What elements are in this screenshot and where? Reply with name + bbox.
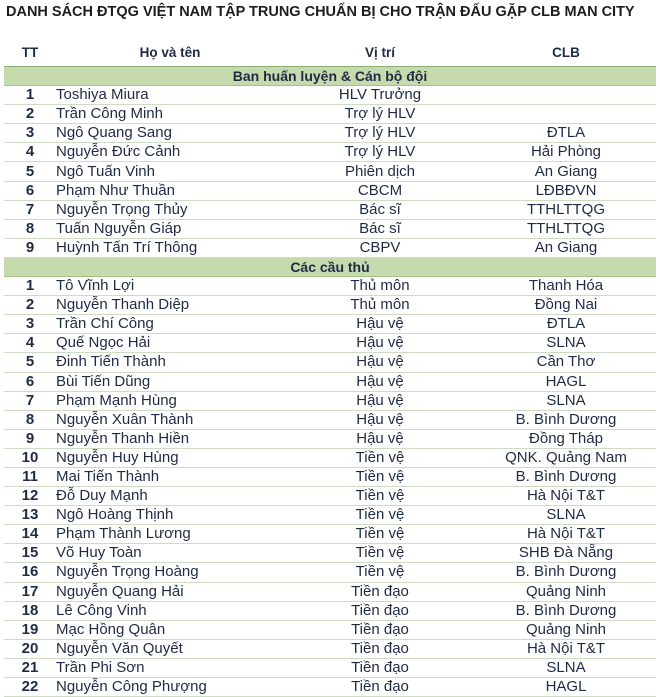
cell-tt: 10 (4, 448, 56, 467)
cell-name: Nguyễn Công Phượng (56, 678, 284, 697)
cell-role: Tiền đạo (284, 658, 476, 677)
table-row (4, 410, 656, 429)
cell-club: SLNA (476, 506, 656, 525)
cell-role: CBPV (284, 238, 476, 257)
cell-name: Nguyễn Trọng Hoàng (56, 563, 284, 582)
cell-name: Trần Chí Công (56, 315, 284, 334)
cell-role: Tiền đạo (284, 639, 476, 658)
section-label-players: Các cầu thủ (4, 257, 656, 276)
table-row (4, 544, 656, 563)
header-name: Họ và tên (56, 38, 284, 67)
cell-club: Đồng Tháp (476, 429, 656, 448)
table-row (4, 277, 656, 296)
table-row (4, 467, 656, 486)
cell-tt: 18 (4, 601, 56, 620)
cell-role: Tiền đạo (284, 601, 476, 620)
table-row (4, 372, 656, 391)
table-row (4, 86, 656, 105)
cell-name: Đỗ Duy Mạnh (56, 487, 284, 506)
cell-tt: 19 (4, 620, 56, 639)
table-row (4, 334, 656, 353)
cell-role: Phiên dịch (284, 162, 476, 181)
cell-club: SLNA (476, 658, 656, 677)
cell-club: LĐBĐVN (476, 181, 656, 200)
cell-tt: 11 (4, 467, 56, 486)
cell-name: Ngô Tuấn Vinh (56, 162, 284, 181)
cell-tt: 7 (4, 200, 56, 219)
cell-tt: 17 (4, 582, 56, 601)
cell-role: Tiền vệ (284, 448, 476, 467)
table-row (4, 582, 656, 601)
cell-club: ĐTLA (476, 315, 656, 334)
table-row (4, 506, 656, 525)
cell-tt: 9 (4, 429, 56, 448)
cell-role: Bác sĩ (284, 219, 476, 238)
cell-tt: 16 (4, 563, 56, 582)
cell-tt: 3 (4, 315, 56, 334)
cell-club: SHB Đà Nẵng (476, 544, 656, 563)
cell-club: QNK. Quảng Nam (476, 448, 656, 467)
cell-role: Thủ môn (284, 296, 476, 315)
header-role: Vị trí (284, 38, 476, 67)
table-row (4, 525, 656, 544)
cell-role: Bác sĩ (284, 200, 476, 219)
header-tt: TT (4, 38, 56, 67)
cell-tt: 13 (4, 506, 56, 525)
cell-role: Tiền vệ (284, 506, 476, 525)
cell-name: Phạm Như Thuần (56, 181, 284, 200)
cell-tt: 2 (4, 105, 56, 124)
table-row (4, 658, 656, 677)
cell-tt: 1 (4, 277, 56, 296)
cell-club (476, 105, 656, 124)
table-row (4, 105, 656, 124)
cell-club: B. Bình Dương (476, 601, 656, 620)
table-row (4, 563, 656, 582)
cell-role: Hậu vệ (284, 429, 476, 448)
cell-name: Nguyễn Trọng Thủy (56, 200, 284, 219)
cell-tt: 8 (4, 219, 56, 238)
cell-tt: 5 (4, 353, 56, 372)
cell-tt: 5 (4, 162, 56, 181)
section-row-players (4, 257, 656, 276)
cell-club: SLNA (476, 391, 656, 410)
cell-role: Hậu vệ (284, 410, 476, 429)
table-row (4, 639, 656, 658)
cell-tt: 7 (4, 391, 56, 410)
cell-name: Trần Công Minh (56, 105, 284, 124)
cell-name: Nguyễn Thanh Diệp (56, 296, 284, 315)
table-row (4, 448, 656, 467)
table-row (4, 200, 656, 219)
cell-role: Tiền vệ (284, 487, 476, 506)
table-row (4, 601, 656, 620)
table-row (4, 315, 656, 334)
cell-tt: 15 (4, 544, 56, 563)
table-row (4, 620, 656, 639)
cell-role: Thủ môn (284, 277, 476, 296)
section-label-staff: Ban huấn luyện & Cán bộ đội (4, 67, 656, 86)
cell-role: Tiền đạo (284, 678, 476, 697)
cell-role: Hậu vệ (284, 353, 476, 372)
cell-name: Tô Vĩnh Lợi (56, 277, 284, 296)
cell-tt: 9 (4, 238, 56, 257)
table-row (4, 391, 656, 410)
cell-name: Quế Ngọc Hải (56, 334, 284, 353)
cell-tt: 12 (4, 487, 56, 506)
cell-club: TTHLTTQG (476, 200, 656, 219)
cell-role: Trợ lý HLV (284, 143, 476, 162)
cell-club: HAGL (476, 678, 656, 697)
cell-name: Đinh Tiến Thành (56, 353, 284, 372)
cell-club: Hà Nội T&T (476, 639, 656, 658)
cell-role: Tiền vệ (284, 563, 476, 582)
cell-tt: 3 (4, 124, 56, 143)
cell-role: Trợ lý HLV (284, 105, 476, 124)
cell-role: Hậu vệ (284, 372, 476, 391)
table-row (4, 181, 656, 200)
table-row (4, 143, 656, 162)
cell-club (476, 86, 656, 105)
header-club: CLB (476, 38, 656, 67)
cell-tt: 14 (4, 525, 56, 544)
cell-name: Võ Huy Toàn (56, 544, 284, 563)
cell-name: Trần Phi Sơn (56, 658, 284, 677)
table-row (4, 353, 656, 372)
cell-club: Quảng Ninh (476, 582, 656, 601)
roster-table (4, 38, 656, 697)
cell-club: Đồng Nai (476, 296, 656, 315)
cell-club: B. Bình Dương (476, 467, 656, 486)
cell-club: Hải Phòng (476, 143, 656, 162)
cell-name: Mai Tiến Thành (56, 467, 284, 486)
cell-tt: 22 (4, 678, 56, 697)
cell-tt: 20 (4, 639, 56, 658)
cell-club: Thanh Hóa (476, 277, 656, 296)
cell-club: Hà Nội T&T (476, 487, 656, 506)
cell-name: Nguyễn Huy Hùng (56, 448, 284, 467)
cell-club: Hà Nội T&T (476, 525, 656, 544)
cell-name: Bùi Tiến Dũng (56, 372, 284, 391)
header-row (4, 38, 656, 67)
cell-tt: 6 (4, 372, 56, 391)
cell-club: ĐTLA (476, 124, 656, 143)
cell-role: CBCM (284, 181, 476, 200)
section-row-staff (4, 67, 656, 86)
cell-name: Ngô Hoàng Thịnh (56, 506, 284, 525)
cell-name: Tuấn Nguyễn Giáp (56, 219, 284, 238)
table-row (4, 678, 656, 697)
table-row (4, 219, 656, 238)
table-row (4, 429, 656, 448)
cell-club: HAGL (476, 372, 656, 391)
cell-tt: 21 (4, 658, 56, 677)
table-row (4, 124, 656, 143)
cell-name: Ngô Quang Sang (56, 124, 284, 143)
cell-club: TTHLTTQG (476, 219, 656, 238)
document-title: DANH SÁCH ĐTQG VIỆT NAM TẬP TRUNG CHUẨN BỊ CHO TRẬN ĐẤU GẶP CLB MAN CITY (6, 4, 635, 20)
cell-tt: 8 (4, 410, 56, 429)
cell-name: Toshiya Miura (56, 86, 284, 105)
cell-role: Hậu vệ (284, 315, 476, 334)
cell-role: Trợ lý HLV (284, 124, 476, 143)
cell-name: Phạm Mạnh Hùng (56, 391, 284, 410)
table-row (4, 487, 656, 506)
cell-name: Phạm Thành Lương (56, 525, 284, 544)
cell-role: Tiền vệ (284, 525, 476, 544)
cell-name: Lê Công Vinh (56, 601, 284, 620)
cell-role: Hậu vệ (284, 391, 476, 410)
table-row (4, 296, 656, 315)
cell-name: Nguyễn Đức Cảnh (56, 143, 284, 162)
cell-tt: 1 (4, 86, 56, 105)
cell-tt: 6 (4, 181, 56, 200)
cell-name: Nguyễn Xuân Thành (56, 410, 284, 429)
table-row (4, 162, 656, 181)
cell-club: B. Bình Dương (476, 410, 656, 429)
table-header (4, 38, 656, 67)
cell-name: Nguyễn Thanh Hiền (56, 429, 284, 448)
cell-name: Nguyễn Quang Hải (56, 582, 284, 601)
cell-role: HLV Trưởng (284, 86, 476, 105)
cell-role: Tiền đạo (284, 582, 476, 601)
cell-club: Quảng Ninh (476, 620, 656, 639)
cell-tt: 2 (4, 296, 56, 315)
cell-name: Nguyễn Văn Quyết (56, 639, 284, 658)
cell-club: An Giang (476, 162, 656, 181)
cell-tt: 4 (4, 143, 56, 162)
cell-role: Tiền đạo (284, 620, 476, 639)
cell-club: B. Bình Dương (476, 563, 656, 582)
cell-role: Tiền vệ (284, 467, 476, 486)
cell-tt: 4 (4, 334, 56, 353)
cell-role: Hậu vệ (284, 334, 476, 353)
table-row (4, 238, 656, 257)
cell-club: Cần Thơ (476, 353, 656, 372)
cell-club: An Giang (476, 238, 656, 257)
cell-name: Huỳnh Tấn Trí Thông (56, 238, 284, 257)
cell-name: Mạc Hồng Quân (56, 620, 284, 639)
cell-club: SLNA (476, 334, 656, 353)
table-body (4, 67, 656, 697)
cell-role: Tiền vệ (284, 544, 476, 563)
